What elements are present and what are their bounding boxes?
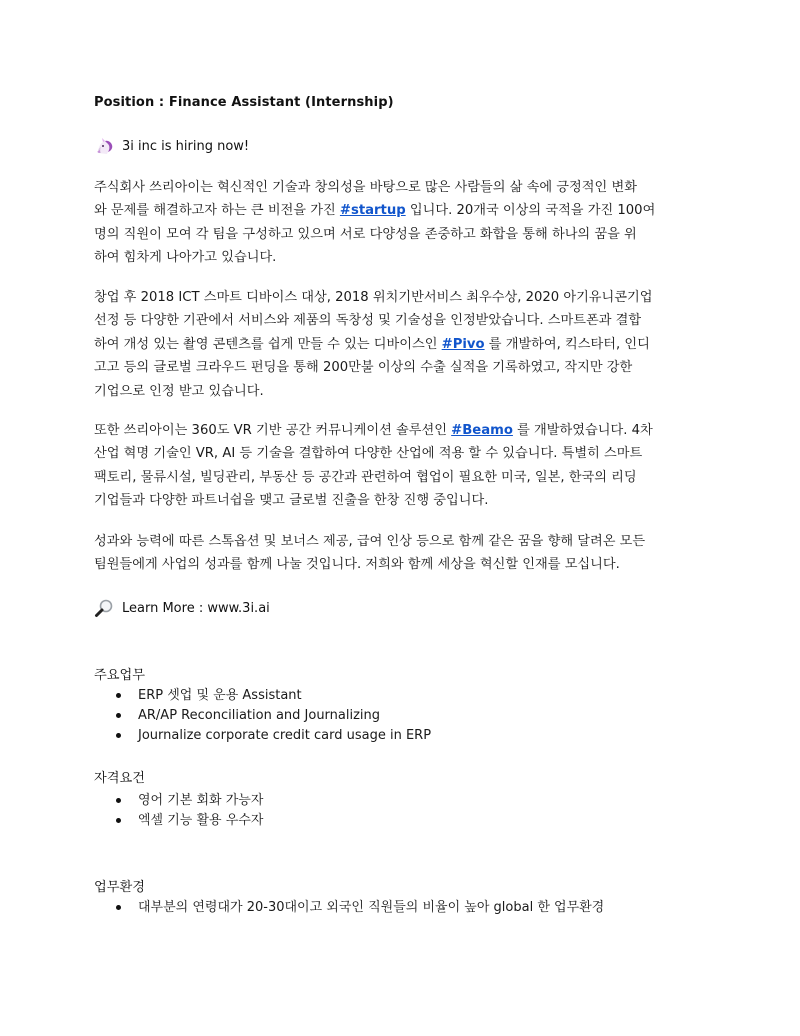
learn-more-line (94, 598, 270, 618)
list-item (116, 726, 431, 746)
list-item-text: Journalize corporate credit card usage in ERP (138, 728, 432, 744)
environment-list (116, 898, 604, 918)
hiring-text: 3i inc is hiring now! (122, 138, 250, 154)
line-text: 입니다. 20개국 이상의 국적을 가진 100여 (405, 203, 656, 219)
line-text: 하여 개성 있는 촬영 콘텐츠를 쉽게 만들 수 있는 디바이스인 (94, 336, 442, 352)
line-text: 성과와 능력에 따른 스톡옵션 및 보너스 제공, 급여 인상 등으로 함께 같은 꿈을 향해 달려온 모든 (94, 534, 646, 549)
line-text: 고고 등의 글로벌 크라우드 펀딩을 통해 200만불 이상의 수출 실적을 기록하였고, 작지만 강한 (94, 360, 633, 376)
hiring-line (94, 137, 249, 155)
line-text: 창업 후 2018 ICT 스마트 디바이스 대상, 2018 위치기반서비스 최우수상, 2020 아기유니콘기업 (94, 290, 653, 305)
paragraph-line (94, 419, 714, 442)
paragraph-line (94, 199, 714, 222)
beamo-hashtag-link[interactable]: #Beamo (451, 423, 513, 438)
unicorn-icon (94, 137, 114, 155)
paragraph-line (94, 442, 714, 465)
paragraph-line (94, 489, 714, 512)
awards-paragraph (94, 286, 714, 403)
section-title-duties: 주요업무 (94, 668, 145, 683)
line-text: 와 문제를 해결하고자 하는 큰 비전을 가진 (94, 203, 340, 219)
list-item (116, 791, 263, 811)
position-title: Position : Finance Assistant (Internship) (94, 95, 394, 110)
bullet-icon (116, 798, 121, 803)
paragraph-line (94, 333, 714, 356)
line-text: 또한 쓰리아이는 360도 VR 기반 공간 커뮤니케이션 솔루션인 (94, 423, 452, 438)
magnifier-icon (94, 598, 114, 618)
paragraph-line (94, 309, 714, 332)
line-text: 하여 힘차게 나아가고 있습니다. (94, 250, 277, 266)
section-title-requirements: 자격요건 (94, 771, 145, 786)
bullet-icon (116, 905, 121, 910)
line-text: 팀원들에게 사업의 성과를 함께 나눌 것입니다. 저희와 함께 세상을 혁신할 인재를 모십니다. (94, 557, 620, 573)
list-item (116, 811, 263, 831)
intro-paragraph (94, 176, 714, 270)
line-text: 명의 직원이 모여 각 팀을 구성하고 있으며 서로 다양성을 존중하고 화합을 통해 하나의 꿈을 위 (94, 226, 637, 242)
beamo-paragraph (94, 419, 714, 513)
list-item-text: 엑셀 기능 활용 우수자 (138, 813, 264, 829)
line-text: 기업들과 다양한 파트너쉽을 맺고 글로벌 진출을 한창 진행 중입니다. (94, 493, 489, 509)
benefits-paragraph (94, 530, 714, 577)
list-item (116, 686, 431, 706)
paragraph-line (94, 553, 714, 576)
list-item-text: AR/AP Reconciliation and Journalizing (138, 708, 381, 724)
line-text: 산업 혁명 기술인 VR, AI 등 기술을 결합하여 다양한 산업에 적용 할 수 있습니다. 특별히 스마트 (94, 446, 643, 462)
paragraph-line (94, 380, 714, 403)
section-title-environment: 업무환경 (94, 880, 145, 895)
bullet-icon (116, 693, 121, 698)
pivo-hashtag-link[interactable]: #Pivo (441, 336, 485, 352)
line-text: 기업으로 인정 받고 있습니다. (94, 383, 264, 399)
paragraph-line (94, 466, 714, 489)
list-item (116, 898, 604, 918)
startup-hashtag-link[interactable]: #startup (339, 203, 406, 219)
list-item-text: 영어 기본 회화 가능자 (138, 793, 264, 808)
line-text: 를 개발하였습니다. 4차 (512, 423, 653, 438)
paragraph-line (94, 223, 714, 246)
line-text: 팩토리, 물류시설, 빌딩관리, 부동산 등 공간과 관련하여 협업이 필요한 미국, 일본, 한국의 리딩 (94, 469, 637, 485)
line-text: 를 개발하여, 킥스타터, 인디 (484, 336, 650, 352)
bullet-icon (116, 818, 121, 823)
list-item-text: 대부분의 연령대가 20-30대이고 외국인 직원들의 비율이 높아 global 한 업무환경 (138, 900, 605, 915)
duties-list (116, 686, 431, 747)
bullet-icon (116, 713, 121, 718)
bullet-icon (116, 733, 121, 738)
paragraph-line (94, 176, 714, 199)
list-item (116, 706, 431, 726)
line-text: 주식회사 쓰리아이는 혁신적인 기술과 창의성을 바탕으로 많은 사람들의 삶 속에 긍정적인 변화 (94, 180, 637, 195)
paragraph-line (94, 530, 714, 553)
learn-more-link[interactable]: Learn More : www.3i.ai (122, 600, 270, 616)
paragraph-line (94, 356, 714, 379)
list-item-text: ERP 셋업 및 운용 Assistant (138, 688, 302, 703)
line-text: 선정 등 다양한 기관에서 서비스와 제품의 독창성 및 기술성을 인정받았습니다. 스마트폰과 결합 (94, 313, 642, 329)
requirements-list (116, 791, 263, 831)
paragraph-line (94, 286, 714, 309)
paragraph-line (94, 246, 714, 269)
